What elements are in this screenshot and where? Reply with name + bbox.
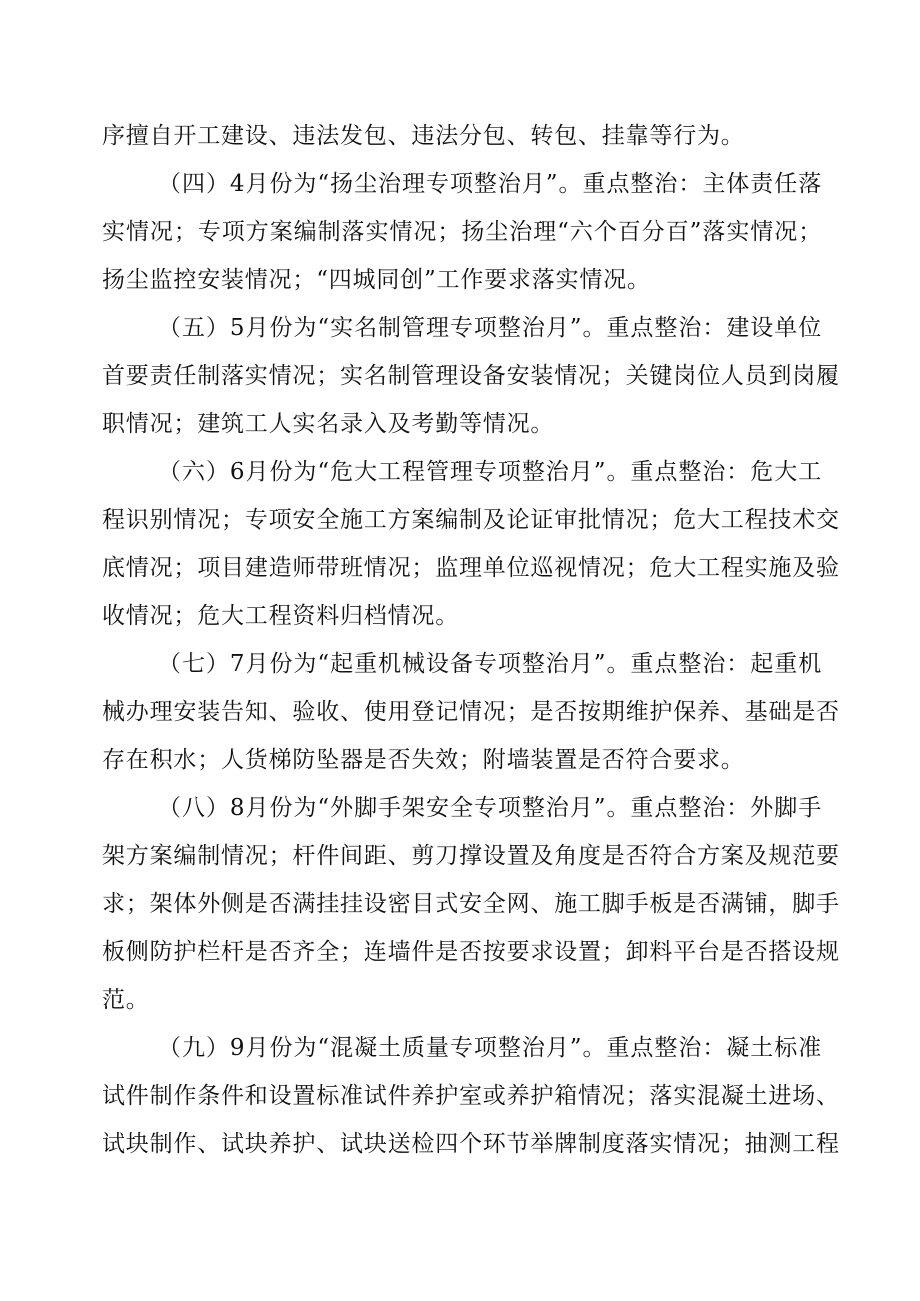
- text-line: （六）6月份为“危大工程管理专项整治月”。重点整治：危大工: [158, 459, 822, 485]
- text-line: 械办理安装告知、验收、使用登记情况；是否按期维护保养、基础是否: [102, 699, 840, 725]
- paragraph-item-4: [102, 160, 822, 304]
- text-line: 实情况；专项方案编制落实情况；扬尘治理“六个百分百”落实情况；: [102, 219, 822, 245]
- text-line: （五）5月份为“实名制管理专项整治月”。重点整治：建设单位: [158, 315, 822, 341]
- text-line: 序擅自开工建设、违法发包、违法分包、转包、挂靠等行为。: [102, 123, 745, 149]
- document-body: [102, 112, 840, 1168]
- paragraph-continuation: [102, 112, 822, 160]
- text-line: （七）7月份为“起重机械设备专项整治月”。重点整治：起重机: [158, 651, 822, 677]
- text-line: （四）4月份为“扬尘治理专项整治月”。重点整治：主体责任落: [158, 171, 822, 197]
- text-line: 底情况；项目建造师带班情况；监理单位巡视情况；危大工程实施及验: [102, 555, 840, 581]
- paragraph-item-8: [102, 784, 840, 1024]
- paragraph-item-9: [102, 1024, 840, 1168]
- text-line: 存在积水；人货梯防坠器是否失效；附墙装置是否符合要求。: [102, 747, 745, 773]
- text-line: 收情况；危大工程资料归档情况。: [102, 603, 459, 629]
- paragraph-item-5: [102, 304, 840, 448]
- text-line: 扬尘监控安装情况；“四城同创”工作要求落实情况。: [102, 267, 651, 293]
- text-line: 职情况；建筑工人实名录入及考勤等情况。: [102, 411, 555, 437]
- text-line: （九）9月份为“混凝土质量专项整治月”。重点整治：凝土标准: [158, 1035, 822, 1061]
- text-line: 板侧防护栏杆是否齐全；连墙件是否按要求设置；卸料平台是否搭设规: [102, 939, 840, 965]
- text-line: 程识别情况；专项安全施工方案编制及论证审批情况；危大工程技术交: [102, 507, 840, 533]
- text-line: 范。: [102, 987, 150, 1013]
- text-line: （八）8月份为“外脚手架安全专项整治月”。重点整治：外脚手: [158, 795, 822, 821]
- paragraph-item-7: [102, 640, 840, 784]
- text-line: 试件制作条件和设置标准试件养护室或养护箱情况；落实混凝土进场、: [102, 1083, 840, 1109]
- text-line: 首要责任制落实情况；实名制管理设备安装情况；关键岗位人员到岗履: [102, 363, 840, 389]
- text-line: 架方案编制情况；杆件间距、剪刀撑设置及角度是否符合方案及规范要: [102, 843, 840, 869]
- paragraph-item-6: [102, 448, 840, 640]
- text-line: 求；架体外侧是否满挂挂设密目式安全网、施工脚手板是否满铺，脚手: [102, 891, 840, 917]
- text-line: 试块制作、试块养护、试块送检四个环节举牌制度落实情况；抽测工程: [102, 1131, 840, 1157]
